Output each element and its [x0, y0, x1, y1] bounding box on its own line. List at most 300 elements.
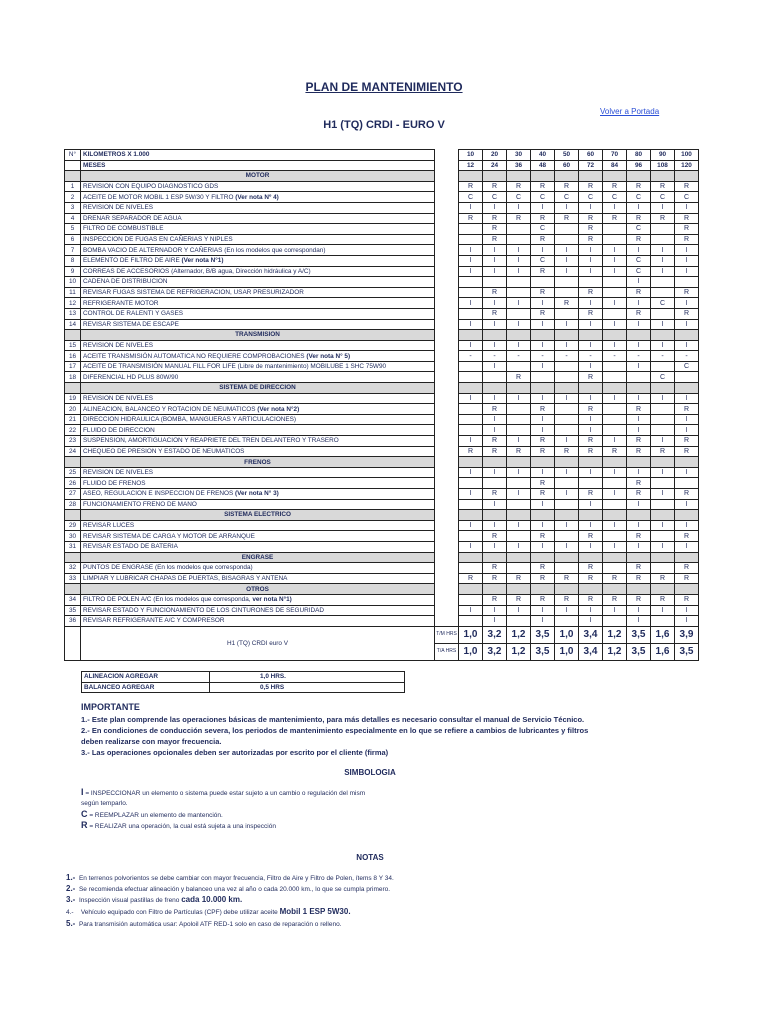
interval-cell — [603, 308, 627, 319]
months-header-cell: 48 — [531, 160, 555, 171]
interval-cell — [651, 499, 675, 510]
interval-cell: I — [459, 340, 483, 351]
empty-cell — [507, 457, 531, 468]
symbology-item — [81, 787, 421, 797]
table-row — [65, 351, 699, 362]
spacer-cell — [435, 277, 459, 288]
tm-hours-cell: 1,2 — [507, 626, 531, 643]
interval-cell: R — [675, 489, 699, 500]
interval-cell — [507, 616, 531, 627]
km-header-cell: 10 — [459, 150, 483, 161]
empty-cell — [555, 383, 579, 394]
interval-cell: I — [459, 489, 483, 500]
interval-cell — [651, 361, 675, 372]
empty-cell — [65, 330, 81, 341]
back-to-cover-link[interactable]: Volver a Portada — [600, 107, 660, 116]
table-row — [65, 478, 699, 489]
interval-cell: R — [579, 404, 603, 415]
empty-cell — [483, 171, 507, 182]
interval-cell: I — [579, 340, 603, 351]
interval-cell: R — [579, 213, 603, 224]
km-header-cell: 90 — [651, 150, 675, 161]
interval-cell: I — [555, 489, 579, 500]
interval-cell: I — [483, 520, 507, 531]
km-header-cell: 20 — [483, 150, 507, 161]
spacer-cell — [435, 171, 459, 182]
interval-cell: I — [459, 436, 483, 447]
km-header-cell: 60 — [579, 150, 603, 161]
section-title: SISTEMA DE DIRECCION — [81, 383, 435, 394]
spacer-cell — [435, 319, 459, 330]
interval-cell — [603, 361, 627, 372]
empty-cell — [531, 171, 555, 182]
row-number: 26 — [65, 478, 81, 489]
interval-cell — [603, 277, 627, 288]
empty-cell — [579, 171, 603, 182]
interval-cell: C — [651, 298, 675, 309]
empty-cell — [627, 584, 651, 595]
interval-cell — [507, 404, 531, 415]
symbology-title: SIMBOLOGIA — [344, 768, 396, 777]
section-header-row — [65, 552, 699, 563]
note-item — [66, 919, 666, 928]
row-number: 23 — [65, 436, 81, 447]
months-header-cell: 24 — [483, 160, 507, 171]
spacer-cell — [435, 584, 459, 595]
interval-cell: I — [507, 541, 531, 552]
interval-cell: I — [483, 467, 507, 478]
note-text: Para transmisión automática usar: Apoloil ATF RED-1 solo en caso de reparación o relleno. — [78, 921, 342, 928]
interval-cell: C — [675, 192, 699, 203]
interval-cell: I — [507, 393, 531, 404]
interval-cell: I — [651, 436, 675, 447]
interval-cell — [555, 404, 579, 415]
interval-cell: R — [555, 573, 579, 584]
empty-cell — [651, 383, 675, 394]
note-text: Se recomienda efectuar alineación y balanceo una vez al año o cada 20.000 km., lo que se cumpla primero. — [78, 886, 391, 893]
symbol-text: = REEMPLAZAR un elemento de mantención. — [89, 812, 223, 819]
interval-cell: I — [579, 245, 603, 256]
interval-cell — [459, 234, 483, 245]
interval-cell: I — [507, 605, 531, 616]
interval-cell: I — [675, 340, 699, 351]
interval-cell: R — [675, 594, 699, 605]
note-item — [66, 884, 666, 893]
interval-cell: I — [507, 255, 531, 266]
row-description — [81, 531, 435, 542]
tm-hours-cell: 3,2 — [483, 626, 507, 643]
row-description-text: PUNTOS DE ENGRASE (En los modelos que corresponda) — [83, 564, 253, 572]
interval-cell: - — [675, 351, 699, 362]
section-title: SISTEMA ELECTRICO — [81, 510, 435, 521]
interval-cell: I — [627, 393, 651, 404]
interval-cell: R — [483, 573, 507, 584]
interval-cell: R — [579, 224, 603, 235]
interval-cell: I — [579, 616, 603, 627]
interval-cell: I — [675, 605, 699, 616]
spacer-cell — [435, 224, 459, 235]
interval-cell: I — [603, 393, 627, 404]
interval-cell: I — [507, 319, 531, 330]
interval-cell: C — [507, 192, 531, 203]
interval-cell: I — [507, 489, 531, 500]
interval-cell: R — [675, 308, 699, 319]
interval-cell: R — [483, 489, 507, 500]
empty-cell — [603, 171, 627, 182]
interval-cell — [579, 277, 603, 288]
tm-hours-cell: 1,0 — [555, 626, 579, 643]
interval-cell — [651, 287, 675, 298]
empty-cell — [531, 584, 555, 595]
spacer-cell — [435, 594, 459, 605]
tm-hours-cell: 3,5 — [531, 626, 555, 643]
row-number: 28 — [65, 499, 81, 510]
interval-cell: I — [579, 298, 603, 309]
empty-cell — [603, 383, 627, 394]
interval-cell — [555, 531, 579, 542]
interval-cell: I — [531, 499, 555, 510]
interval-cell: R — [555, 213, 579, 224]
empty-cell — [651, 584, 675, 595]
row-number: 21 — [65, 414, 81, 425]
row-number: 11 — [65, 287, 81, 298]
interval-cell: I — [603, 255, 627, 266]
interval-cell: R — [555, 181, 579, 192]
row-description-text: FILTRO DE COMBUSTIBLE — [83, 225, 164, 233]
symbology-item — [81, 800, 421, 807]
interval-cell: R — [531, 531, 555, 542]
interval-cell — [507, 361, 531, 372]
interval-cell: R — [675, 287, 699, 298]
interval-cell — [555, 478, 579, 489]
interval-cell: I — [459, 605, 483, 616]
spacer-cell — [435, 573, 459, 584]
interval-cell: - — [579, 351, 603, 362]
empty-cell — [483, 383, 507, 394]
row-description-text: DIFERENCIAL HD PLUS 80W/90 — [83, 373, 179, 381]
interval-cell: I — [531, 319, 555, 330]
km-header-cell: 100 — [675, 150, 699, 161]
interval-cell: R — [675, 446, 699, 457]
row-description — [81, 446, 435, 457]
empty-cell — [627, 510, 651, 521]
empty-cell — [459, 584, 483, 595]
row-number: 9 — [65, 266, 81, 277]
spacer-cell — [435, 361, 459, 372]
interval-cell — [555, 277, 579, 288]
row-description-text: REVISION DE NIVELES — [83, 204, 153, 212]
interval-cell: I — [579, 319, 603, 330]
interval-cell — [651, 224, 675, 235]
interval-cell — [555, 287, 579, 298]
page-title: PLAN DE MANTENIMIENTO — [305, 80, 463, 94]
interval-cell: I — [603, 541, 627, 552]
interval-cell: R — [459, 181, 483, 192]
table-row — [65, 234, 699, 245]
interval-cell — [651, 308, 675, 319]
interval-cell: R — [627, 181, 651, 192]
empty-cell — [531, 457, 555, 468]
row-number: 6 — [65, 234, 81, 245]
row-number: 32 — [65, 563, 81, 574]
interval-cell: I — [507, 467, 531, 478]
interval-cell: I — [531, 414, 555, 425]
spacer-cell — [435, 150, 459, 161]
row-description-text: ACEITE DE MOTOR MOBIL 1 ESP 5W/30 Y FILTRO — [83, 193, 234, 201]
empty-cell — [483, 330, 507, 341]
empty-cell — [507, 552, 531, 563]
table-row — [65, 414, 699, 425]
row-description — [81, 308, 435, 319]
interval-cell — [651, 234, 675, 245]
important-line: deben realizarse con mayor frecuencia. — [81, 737, 222, 746]
interval-cell: C — [531, 255, 555, 266]
extras-row — [82, 682, 405, 693]
interval-cell — [555, 361, 579, 372]
interval-cell: I — [675, 425, 699, 436]
table-row — [65, 404, 699, 415]
interval-cell — [555, 234, 579, 245]
interval-cell: C — [627, 192, 651, 203]
empty-cell — [651, 457, 675, 468]
empty-cell — [627, 552, 651, 563]
table-row — [65, 298, 699, 309]
row-description — [81, 287, 435, 298]
symbol-letter: C — [81, 809, 88, 819]
interval-cell: - — [507, 351, 531, 362]
row-description-text: CHEQUEO DE PRESION Y ESTADO DE NEUMATICOS — [83, 447, 245, 455]
interval-cell: I — [531, 245, 555, 256]
spacer-cell — [435, 404, 459, 415]
row-description-text: REVISION DE NIVELES — [83, 394, 153, 402]
interval-cell — [675, 277, 699, 288]
interval-cell: I — [459, 255, 483, 266]
section-title: OTROS — [81, 584, 435, 595]
empty-cell — [531, 552, 555, 563]
spacer-cell — [435, 383, 459, 394]
row-description — [81, 393, 435, 404]
row-number: 10 — [65, 277, 81, 288]
interval-cell — [507, 224, 531, 235]
interval-cell: R — [531, 404, 555, 415]
section-title: FRENOS — [81, 457, 435, 468]
tm-hours-label: T/M HRS — [435, 626, 459, 643]
interval-cell: I — [555, 340, 579, 351]
interval-cell: - — [555, 351, 579, 362]
interval-cell: R — [627, 436, 651, 447]
interval-cell: I — [603, 340, 627, 351]
ta-hours-cell: 3,4 — [579, 643, 603, 660]
note-number: 2.- — [66, 884, 76, 893]
interval-cell: I — [531, 361, 555, 372]
row-number: 30 — [65, 531, 81, 542]
interval-cell: R — [483, 594, 507, 605]
interval-cell: R — [627, 478, 651, 489]
table-row — [65, 616, 699, 627]
row-description-text: ELEMENTO DE FILTRO DE AIRE — [83, 257, 180, 265]
empty-cell — [507, 584, 531, 595]
interval-cell — [507, 234, 531, 245]
km-header-cell: 80 — [627, 150, 651, 161]
empty-cell — [555, 171, 579, 182]
section-header-row — [65, 584, 699, 595]
row-number: 24 — [65, 446, 81, 457]
table-row — [65, 213, 699, 224]
row-description — [81, 351, 435, 362]
spacer-cell — [435, 499, 459, 510]
important-line: 1.- Este plan comprende las operaciones básicas de mantenimiento, para más detalles es necesario consultar el manual de Servicio Técnico. — [81, 715, 585, 724]
interval-cell: I — [531, 298, 555, 309]
interval-cell: R — [507, 594, 531, 605]
interval-cell: I — [483, 499, 507, 510]
interval-cell — [603, 499, 627, 510]
table-row — [65, 255, 699, 266]
row-description-text: ACEITE TRANSMISIÓN AUTOMATICA NO REQUIERE COMPROBACIONES — [83, 352, 305, 360]
months-header-cell: 72 — [579, 160, 603, 171]
row-description — [81, 255, 435, 266]
table-row — [65, 446, 699, 457]
interval-cell: I — [555, 520, 579, 531]
interval-cell: I — [459, 467, 483, 478]
interval-cell: R — [651, 573, 675, 584]
empty-cell — [555, 552, 579, 563]
interval-cell: I — [579, 202, 603, 213]
km-header-cell: 40 — [531, 150, 555, 161]
interval-cell — [603, 531, 627, 542]
interval-cell: I — [603, 520, 627, 531]
empty-cell — [65, 457, 81, 468]
interval-cell: I — [459, 541, 483, 552]
ta-hours-label: T/A HRS — [435, 643, 459, 660]
interval-cell: - — [531, 351, 555, 362]
interval-cell: R — [483, 563, 507, 574]
row-number: 3 — [65, 202, 81, 213]
note-text: Inspección visual pastillas de freno — [78, 897, 180, 904]
row-description-text: FLUIDO DE DIRECCION — [83, 426, 155, 434]
interval-cell: R — [579, 234, 603, 245]
row-description — [81, 372, 435, 383]
interval-cell: R — [555, 298, 579, 309]
interval-cell: I — [603, 605, 627, 616]
spacer-cell — [435, 266, 459, 277]
interval-cell: I — [651, 489, 675, 500]
row-description-text: FUNCIONAMIENTO FRENO DE MANO — [83, 500, 197, 508]
extras-value: 1,0 HRS. — [210, 672, 405, 683]
interval-cell — [651, 277, 675, 288]
interval-cell: C — [459, 192, 483, 203]
empty-cell — [675, 584, 699, 595]
interval-cell: R — [483, 308, 507, 319]
interval-cell: R — [627, 446, 651, 457]
interval-cell: I — [531, 616, 555, 627]
row-description-text: LIMPIAR Y LUBRICAR CHAPAS DE PUERTAS, BISAGRAS Y ANTENA — [83, 575, 288, 583]
interval-cell: I — [675, 520, 699, 531]
row-description-text: REVISION DE NIVELES — [83, 469, 153, 477]
important-line: 2.- En condiciones de conducción severa, los periodos de mantenimiento especialmente en lo que se refiere a cambios de lubricantes y filtros — [81, 726, 589, 735]
row-description — [81, 616, 435, 627]
interval-cell: I — [627, 245, 651, 256]
interval-cell: R — [675, 531, 699, 542]
table-row — [65, 192, 699, 203]
interval-cell: R — [579, 181, 603, 192]
interval-cell: I — [483, 425, 507, 436]
interval-cell: I — [603, 245, 627, 256]
table-row — [65, 287, 699, 298]
interval-cell: R — [675, 224, 699, 235]
interval-cell: R — [483, 213, 507, 224]
interval-cell: I — [483, 340, 507, 351]
row-number: 15 — [65, 340, 81, 351]
table-row — [65, 277, 699, 288]
section-header-row — [65, 330, 699, 341]
spacer-cell — [435, 446, 459, 457]
empty-cell — [65, 510, 81, 521]
interval-cell: R — [651, 446, 675, 457]
empty-cell — [651, 171, 675, 182]
interval-cell: I — [627, 605, 651, 616]
tm-hours-cell: 3,5 — [627, 626, 651, 643]
important-title: IMPORTANTE — [81, 702, 140, 712]
row-description — [81, 489, 435, 500]
row-description — [81, 224, 435, 235]
interval-cell: I — [483, 361, 507, 372]
interval-cell — [555, 499, 579, 510]
row-description-text: REVISAR SISTEMA DE ESCAPE — [83, 320, 179, 328]
interval-cell: I — [675, 319, 699, 330]
empty-cell — [627, 171, 651, 182]
empty-cell — [675, 510, 699, 521]
row-description-text: SUSPENSION, AMORTIGUACION Y REAPRIETE DEL TREN DELANTERO Y TRASERO — [83, 437, 339, 445]
interval-cell — [507, 478, 531, 489]
maintenance-table — [64, 149, 699, 661]
row-description — [81, 319, 435, 330]
empty-cell — [603, 510, 627, 521]
interval-cell: I — [627, 202, 651, 213]
note-number: 5.- — [66, 919, 76, 928]
interval-cell: I — [483, 319, 507, 330]
interval-cell: R — [531, 266, 555, 277]
interval-cell — [507, 499, 531, 510]
spacer-cell — [435, 414, 459, 425]
interval-cell: I — [651, 541, 675, 552]
row-description — [81, 340, 435, 351]
interval-cell: I — [483, 266, 507, 277]
interval-cell: I — [483, 414, 507, 425]
empty-cell — [483, 584, 507, 595]
row-description — [81, 192, 435, 203]
interval-cell: I — [579, 541, 603, 552]
empty-cell — [603, 330, 627, 341]
interval-cell — [603, 425, 627, 436]
km-header-cell: 30 — [507, 150, 531, 161]
row-description — [81, 234, 435, 245]
interval-cell — [459, 531, 483, 542]
ta-hours-cell: 1,0 — [555, 643, 579, 660]
interval-cell: I — [675, 499, 699, 510]
interval-cell: I — [483, 605, 507, 616]
interval-cell — [651, 414, 675, 425]
symbol-letter: R — [81, 820, 88, 830]
spacer-cell — [435, 393, 459, 404]
interval-cell: I — [651, 340, 675, 351]
row-description-text: FILTRO DE POLEN A/C (En los modelos que corresponda, — [83, 596, 251, 604]
table-row — [65, 308, 699, 319]
interval-cell: I — [483, 255, 507, 266]
table-row — [65, 594, 699, 605]
note-item — [66, 907, 666, 916]
interval-cell: I — [675, 414, 699, 425]
row-description — [81, 594, 435, 605]
